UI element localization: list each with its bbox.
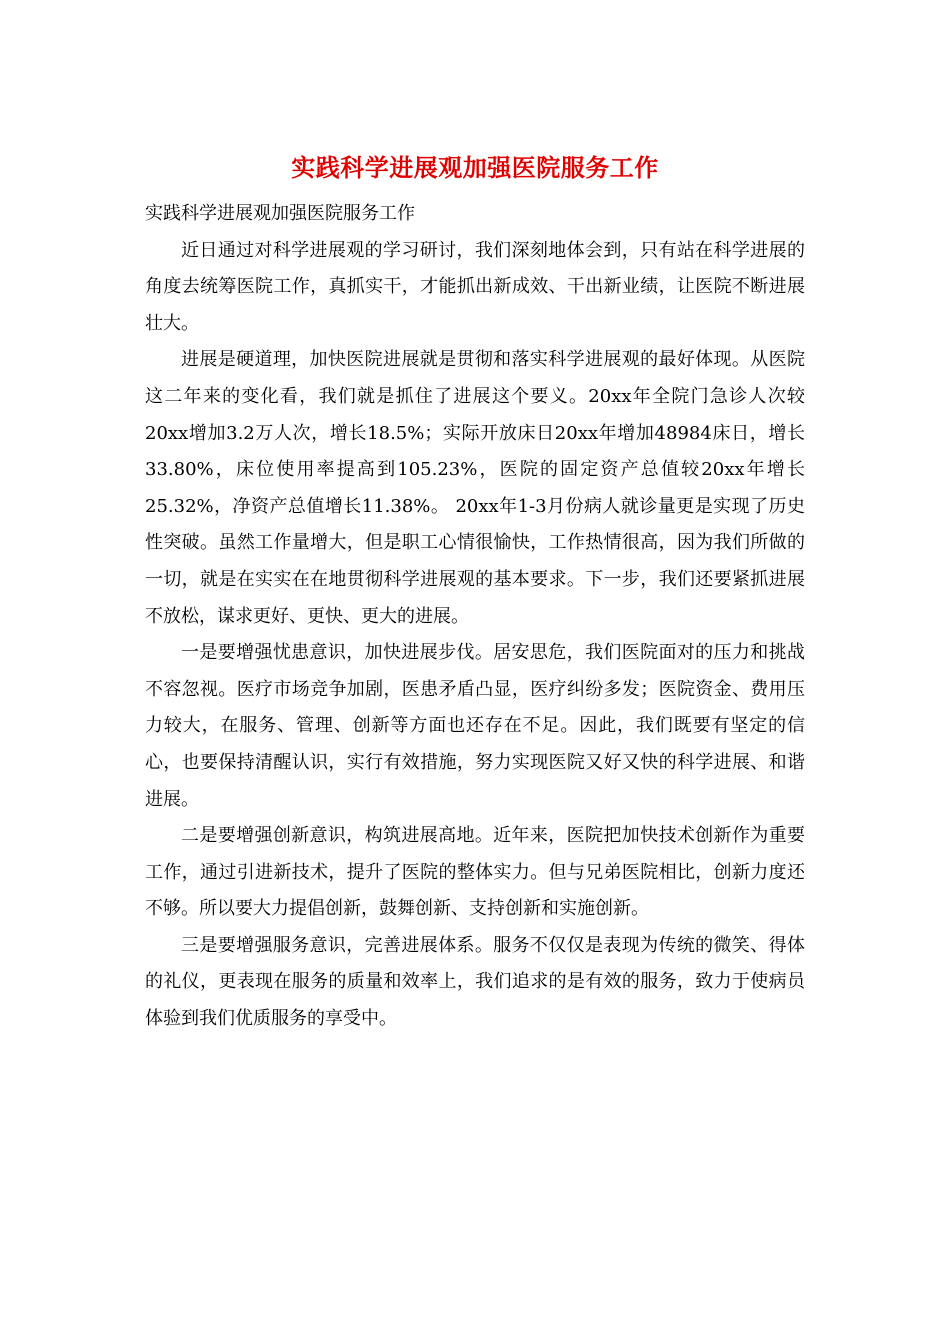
- paragraph-2: 进展是硬道理，加快医院进展就是贯彻和落实科学进展观的最好体现。从医院这二年来的变化看，我们就是抓住了进展这个要义。20xx年全院门急诊人次较20xx增加3.2万人次，增长18.5%；实际开放床日20xx年增加48984床日，增长33.80%，床位使用率提高到105.23%，医院的固定资产总值较20xx年增长25.32%，净资产总值增长11.38%。 20xx年1-3月份病人就诊量更是实现了历史性突破。虽然工作量增大，但是职工心情很愉快，工作热情很高，因为我们所做的一切，就是在实实在在地贯彻科学进展观的基本要求。下一步，我们还要紧抓进展不放松，谋求更好、更快、更大的进展。: [145, 349, 805, 627]
- document-subtitle: 实践科学进展观加强医院服务工作: [145, 203, 415, 224]
- paragraph-1: 近日通过对科学进展观的学习研讨，我们深刻地体会到，只有站在科学进展的角度去统筹医院工作，真抓实干，才能抓出新成效、干出新业绩，让医院不断进展壮大。: [145, 239, 805, 334]
- paragraph-3: 一是要增强忧患意识，加快进展步伐。居安思危，我们医院面对的压力和挑战不容忽视。医疗市场竞争加剧，医患矛盾凸显，医疗纠纷多发；医院资金、费用压力较大，在服务、管理、创新等方面也还存在不足。因此，我们既要有坚定的信心，也要保持清醒认识，实行有效措施，努力实现医院又好又快的科学进展、和谐进展。: [145, 642, 805, 810]
- document-body: [145, 196, 805, 1038]
- document-title: 实践科学进展观加强医院服务工作: [291, 153, 659, 182]
- paragraph-5: 三是要增强服务意识，完善进展体系。服务不仅仅是表现为传统的微笑、得体的礼仪，更表现在服务的质量和效率上，我们追求的是有效的服务，致力于使病员体验到我们优质服务的享受中。: [145, 934, 805, 1030]
- paragraph-4: 二是要增强创新意识，构筑进展高地。近年来，医院把加快技术创新作为重要工作，通过引进新技术，提升了医院的整体实力。但与兄弟医院相比，创新力度还不够。所以要大力提倡创新，鼓舞创新、支持创新和实施创新。: [145, 825, 805, 920]
